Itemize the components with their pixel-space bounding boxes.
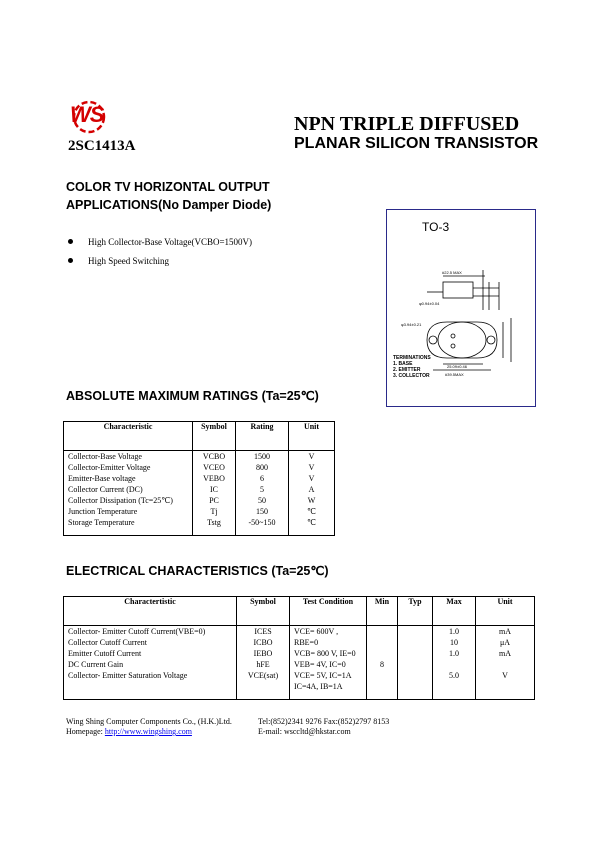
- table-cell: μA: [476, 637, 535, 648]
- table-cell: ICES: [237, 626, 290, 638]
- table-cell: VCEO: [193, 462, 236, 473]
- table-cell: RBE=0: [290, 637, 367, 648]
- table-cell: Collector-Emitter Voltage: [64, 462, 193, 473]
- column-header: Unit: [289, 422, 335, 451]
- table-cell: 150: [236, 506, 289, 517]
- table-row: [64, 681, 535, 692]
- homepage-row: [66, 727, 232, 737]
- table-cell: VCB= 800 V, IE=0: [290, 648, 367, 659]
- table-cell: mA: [476, 648, 535, 659]
- contact-email: E-mail: wsccltd@hkstar.com: [258, 727, 351, 736]
- svg-text:φ3.94±0.21: φ3.94±0.21: [401, 322, 422, 327]
- column-header: Symbol: [193, 422, 236, 451]
- table-cell: [398, 659, 433, 670]
- table-row: [64, 495, 335, 506]
- table-cell: Collector-Base Voltage: [64, 451, 193, 463]
- table-cell: [476, 659, 535, 670]
- table-cell: W: [289, 495, 335, 506]
- table-cell: [289, 528, 335, 536]
- table-cell: [398, 692, 433, 700]
- table-cell: mA: [476, 626, 535, 638]
- table-cell: IC=4A, IB=1A: [290, 681, 367, 692]
- table-cell: ℃: [289, 506, 335, 517]
- table-cell: [476, 681, 535, 692]
- table-cell: [290, 692, 367, 700]
- contact-phone: Tel:(852)2341 9276 Fax:(852)2797 8153: [258, 717, 390, 726]
- table-cell: Storage Temperature: [64, 517, 193, 528]
- table-cell: DC Current Gain: [64, 659, 237, 670]
- table-cell: Tstg: [193, 517, 236, 528]
- table-cell: [398, 681, 433, 692]
- table-row: [64, 648, 535, 659]
- abs-max-table: [63, 421, 335, 536]
- table-cell: ICBO: [237, 637, 290, 648]
- table-row: [64, 626, 535, 638]
- table-cell: [398, 648, 433, 659]
- table-cell: [433, 681, 476, 692]
- table-cell: PC: [193, 495, 236, 506]
- company-name: Wing Shing Computer Components Co., (H.K.)Ltd.: [66, 717, 232, 726]
- table-cell: [237, 681, 290, 692]
- table-row: [64, 659, 535, 670]
- column-header: Rating: [236, 422, 289, 451]
- table-padding-row: [64, 528, 335, 536]
- table-row: [64, 451, 335, 463]
- table-cell: [476, 692, 535, 700]
- table-cell: V: [289, 451, 335, 463]
- table-cell: V: [476, 670, 535, 681]
- table-padding-row: [64, 692, 535, 700]
- column-header: Test Condition: [290, 597, 367, 626]
- table-cell: Collector Current (DC): [64, 484, 193, 495]
- table-cell: 1.0: [433, 648, 476, 659]
- table-cell: [398, 670, 433, 681]
- table-cell: A: [289, 484, 335, 495]
- footer-right: [258, 717, 389, 737]
- feature-text: High Speed Switching: [88, 256, 169, 266]
- table-cell: Collector Cutoff Current: [64, 637, 237, 648]
- table-cell: ℃: [289, 517, 335, 528]
- table-cell: [64, 692, 237, 700]
- table-cell: VCE= 5V, IC=1A: [290, 670, 367, 681]
- table-cell: [367, 648, 398, 659]
- table-cell: IEBO: [237, 648, 290, 659]
- table-cell: [433, 692, 476, 700]
- table-cell: V: [289, 462, 335, 473]
- table-row: [64, 506, 335, 517]
- table-cell: [398, 637, 433, 648]
- table-cell: [237, 692, 290, 700]
- column-header: Symbol: [237, 597, 290, 626]
- table-cell: [367, 637, 398, 648]
- table-cell: [193, 528, 236, 536]
- terminal-heading: TERMINATIONS: [393, 355, 431, 361]
- column-header: Characteristic: [64, 422, 193, 451]
- bullet-icon: [68, 258, 73, 263]
- svg-text:#39.5MAX: #39.5MAX: [445, 372, 464, 377]
- table-cell: 800: [236, 462, 289, 473]
- logo-text: WS: [70, 102, 104, 127]
- table-cell: [64, 528, 193, 536]
- table-cell: VEB= 4V, IC=0: [290, 659, 367, 670]
- svg-text:#22.5 MAX: #22.5 MAX: [442, 270, 462, 275]
- table-cell: [398, 626, 433, 638]
- electrical-heading: ELECTRICAL CHARACTERISTICS (Ta=25℃): [66, 564, 329, 578]
- table-cell: 10: [433, 637, 476, 648]
- table-cell: 5.0: [433, 670, 476, 681]
- table-cell: V: [289, 473, 335, 484]
- table-cell: VCE= 600V ,: [290, 626, 367, 638]
- electrical-table: [63, 596, 535, 700]
- terminal-item: 1. BASE: [393, 361, 413, 367]
- homepage-link[interactable]: http://www.wingshing.com: [104, 727, 192, 736]
- footer-left: [66, 717, 232, 737]
- table-cell: Emitter-Base voltage: [64, 473, 193, 484]
- table-cell: Collector- Emitter Cutoff Current(VBE=0): [64, 626, 237, 638]
- svg-text:φ0.94±0.04: φ0.94±0.04: [419, 301, 440, 306]
- terminal-list: [393, 355, 431, 379]
- page-title-line1: NPN TRIPLE DIFFUSED: [294, 113, 520, 135]
- terminal-item: 2. EMITTER: [393, 367, 421, 373]
- table-cell: Collector Dissipation (Tc=25℃): [64, 495, 193, 506]
- table-row: [64, 473, 335, 484]
- application-line1: COLOR TV HORIZONTAL OUTPUT: [66, 180, 270, 194]
- table-cell: [64, 681, 237, 692]
- bullet-icon: [68, 239, 73, 244]
- table-row: [64, 637, 535, 648]
- table-cell: 1.0: [433, 626, 476, 638]
- part-number: 2SC1413A: [68, 138, 136, 154]
- table-cell: VEBO: [193, 473, 236, 484]
- table-cell: Collector- Emitter Saturation Voltage: [64, 670, 237, 681]
- application-line2: APPLICATIONS(No Damper Diode): [66, 198, 272, 212]
- abs-max-body: [64, 451, 335, 536]
- abs-max-heading: ABSOLUTE MAXIMUM RATINGS (Ta=25℃): [66, 389, 319, 403]
- column-header: Charactertistic: [64, 597, 237, 626]
- table-cell: [367, 692, 398, 700]
- table-cell: 50: [236, 495, 289, 506]
- table-cell: 6: [236, 473, 289, 484]
- table-cell: Emitter Cutoff Current: [64, 648, 237, 659]
- feature-text: High Collector-Base Voltage(VCBO=1500V): [88, 237, 253, 247]
- column-header: Typ: [398, 597, 433, 626]
- table-row: [64, 484, 335, 495]
- table-cell: [367, 626, 398, 638]
- table-cell: [367, 681, 398, 692]
- company-logo: [66, 100, 112, 134]
- table-row: [64, 462, 335, 473]
- table-cell: [433, 659, 476, 670]
- page-title-line2: PLANAR SILICON TRANSISTOR: [294, 135, 539, 152]
- column-header: Min: [367, 597, 398, 626]
- table-cell: hFE: [237, 659, 290, 670]
- table-cell: -50~150: [236, 517, 289, 528]
- table-cell: [236, 528, 289, 536]
- table-cell: 1500: [236, 451, 289, 463]
- column-header: Max: [433, 597, 476, 626]
- svg-text:25.09±0.46: 25.09±0.46: [447, 364, 467, 369]
- table-cell: Junction Temperature: [64, 506, 193, 517]
- table-cell: 5: [236, 484, 289, 495]
- homepage-label: Homepage:: [66, 727, 103, 736]
- table-cell: Tj: [193, 506, 236, 517]
- table-cell: VCE(sat): [237, 670, 290, 681]
- table-cell: 8: [367, 659, 398, 670]
- table-cell: [367, 670, 398, 681]
- table-cell: IC: [193, 484, 236, 495]
- table-row: [64, 670, 535, 681]
- column-header: Unit: [476, 597, 535, 626]
- table-row: [64, 517, 335, 528]
- electrical-body: [64, 626, 535, 700]
- terminal-item: 3. COLLECTOR: [393, 373, 430, 379]
- package-name: TO-3: [422, 220, 450, 234]
- table-cell: VCBO: [193, 451, 236, 463]
- package-outline-box: [386, 209, 536, 407]
